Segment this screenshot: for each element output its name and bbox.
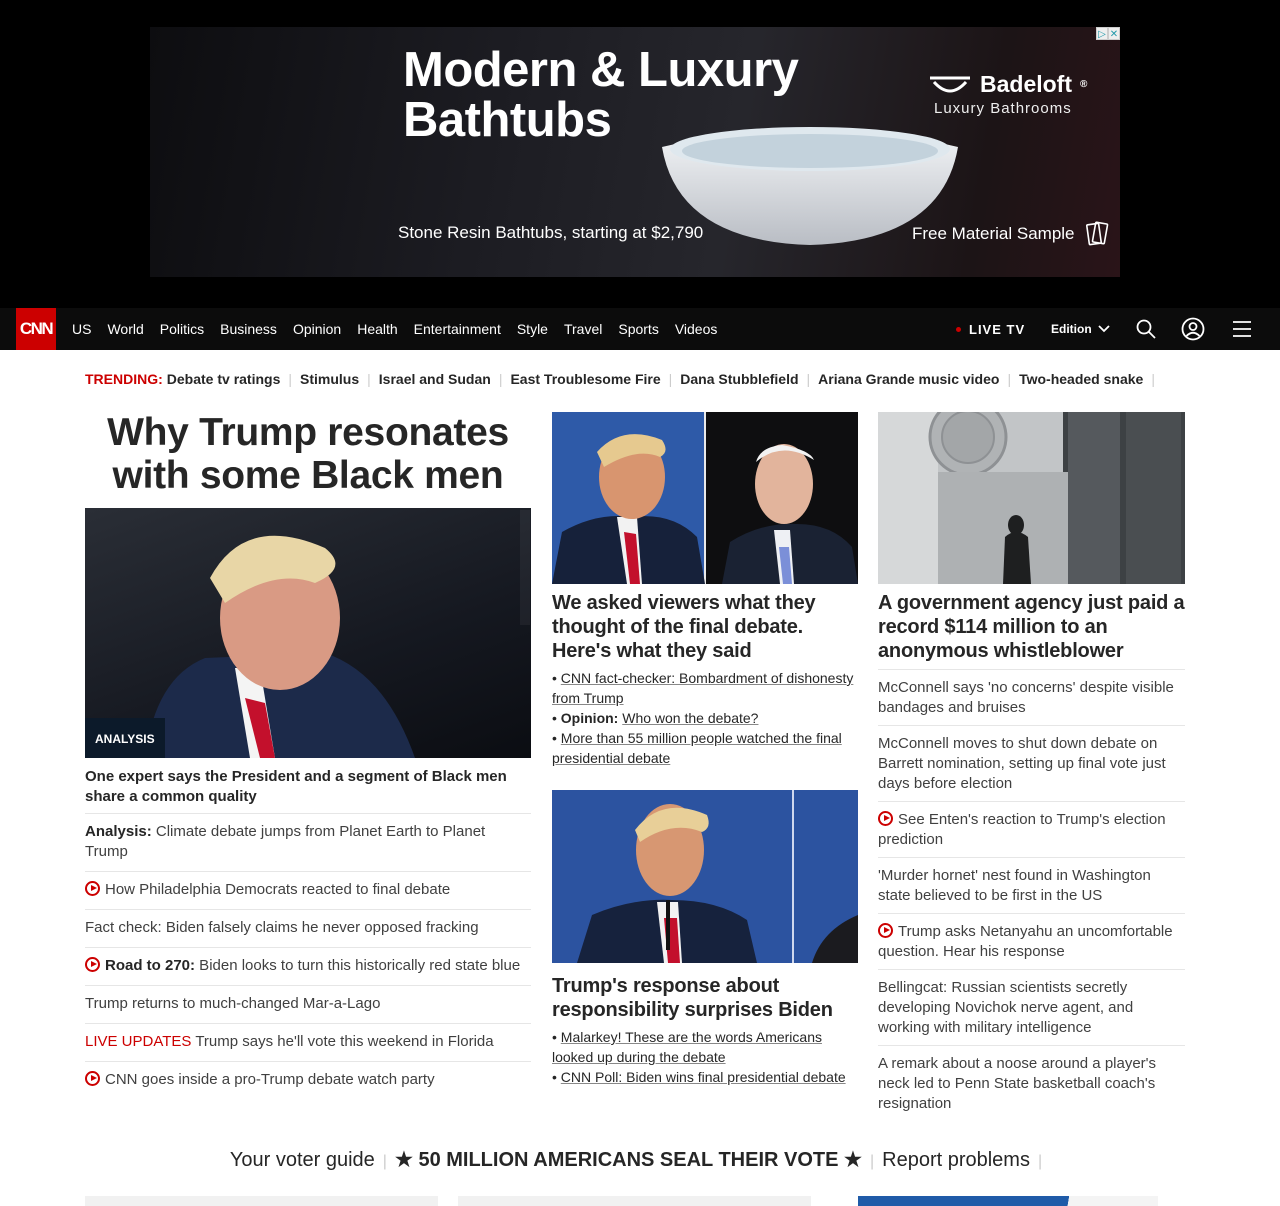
seal-vote-link[interactable]: ★ 50 MILLION AMERICANS SEAL THEIR VOTE ★ (394, 1149, 862, 1171)
trending-item[interactable]: East Troublesome Fire (510, 371, 661, 387)
story-headline[interactable]: Trump's response about responsibility surprises Biden (552, 975, 833, 1021)
item-text: See Enten's reaction to Trump's election prediction (878, 811, 1166, 848)
edition-dropdown[interactable] (1051, 322, 1110, 336)
right-headline-list (878, 669, 1185, 1121)
item-text: A remark about a noose around a player's neck led to Penn State basketball coach's resignation (878, 1055, 1157, 1112)
main-nav (0, 308, 1280, 350)
trending-bar (85, 371, 1163, 387)
nav-business[interactable]: Business (220, 321, 277, 337)
item-text: Trump asks Netanyahu an uncomfortable question. Hear his response (878, 923, 1173, 960)
trending-item[interactable]: Debate tv ratings (166, 371, 281, 387)
ad-peek (858, 1196, 1158, 1206)
item-text: Bellingcat: Russian scientists secretly developing Novichok nerve agent, and working with military intelligence (878, 979, 1134, 1036)
hero-image[interactable] (85, 508, 531, 758)
hero-headline[interactable]: Why Trump resonates with some Black men (107, 411, 509, 497)
item-text: Trump says he'll vote this weekend in Florida (191, 1033, 494, 1050)
ad-banner[interactable] (150, 27, 1120, 277)
ad-brand-mark: ® (1080, 79, 1088, 90)
related-link-text: CNN fact-checker: Bombardment of dishonesty from Trump (552, 670, 854, 706)
nav-videos[interactable]: Videos (674, 321, 718, 337)
trump-debate-image[interactable] (552, 790, 858, 963)
list-item[interactable] (878, 1045, 1185, 1121)
play-video-icon (878, 811, 893, 826)
nav-links (72, 308, 717, 350)
related-link[interactable]: • Malarkey! These are the words Americans looked up during the debate (552, 1029, 822, 1065)
trending-item[interactable]: Israel and Sudan (378, 371, 491, 387)
voter-guide-link[interactable]: Your voter guide (229, 1149, 375, 1171)
opinion-label: Opinion: (560, 710, 619, 726)
story-headline[interactable]: A government agency just paid a record $114 million to an anonymous whistleblower (878, 592, 1185, 662)
list-item[interactable] (85, 871, 531, 909)
live-updates-label: LIVE UPDATES (85, 1033, 192, 1050)
item-text: McConnell moves to shut down debate on Barrett nomination, setting up final vote just days before election (878, 735, 1166, 792)
report-problems-link[interactable]: Report problems (882, 1149, 1030, 1171)
photo-credit (520, 510, 530, 625)
ad-headline-line1: Modern & Luxury (403, 43, 799, 97)
chevron-down-icon (1098, 325, 1110, 333)
voter-banner (0, 1147, 1280, 1172)
list-item[interactable] (878, 857, 1185, 913)
play-video-icon (85, 957, 100, 972)
item-text: Biden looks to turn this historically red state blue (195, 957, 521, 974)
item-text: Fact check: Biden falsely claims he never opposed fracking (85, 919, 479, 936)
trend-divider: | (806, 371, 811, 387)
list-item[interactable] (878, 801, 1185, 857)
nav-opinion[interactable]: Opinion (292, 321, 342, 337)
account-icon[interactable] (1181, 317, 1205, 341)
related-link-text: CNN Poll: Biden wins final presidential debate (560, 1069, 846, 1085)
play-video-icon (878, 923, 893, 938)
swatch-icon (1085, 221, 1109, 247)
debate-split-image[interactable] (552, 412, 858, 584)
story-headline[interactable]: We asked viewers what they thought of the final debate. Here's what they said (552, 592, 816, 662)
related-link[interactable]: • CNN Poll: Biden wins final presidential debate (552, 1069, 846, 1085)
live-dot-icon (956, 327, 961, 332)
item-prefix: Analysis: (85, 823, 152, 840)
trending-item[interactable]: Dana Stubblefield (680, 371, 799, 387)
nav-entertainment[interactable]: Entertainment (413, 321, 501, 337)
ad-band (0, 0, 1280, 308)
trend-divider: | (367, 371, 371, 387)
search-icon[interactable] (1134, 317, 1158, 341)
nav-travel[interactable]: Travel (563, 321, 603, 337)
play-video-icon (85, 881, 100, 896)
item-prefix: Road to 270: (105, 957, 196, 974)
left-headline-list (85, 813, 531, 1099)
live-tv-button[interactable] (956, 322, 1025, 337)
item-text: Climate debate jumps from Planet Earth to Planet Trump (85, 823, 486, 860)
list-item[interactable] (85, 1061, 531, 1099)
item-text: Trump returns to much-changed Mar-a-Lago (85, 995, 381, 1012)
nav-health[interactable]: Health (357, 321, 398, 337)
item-text: CNN goes inside a pro-Trump debate watch party (105, 1071, 435, 1088)
ad-brand-name: Badeloft (980, 71, 1072, 97)
ad-headline-line2: Bathtubs (403, 93, 612, 147)
story-related-links (552, 668, 858, 768)
nav-politics[interactable]: Politics (159, 321, 205, 337)
tub-logo-icon (928, 74, 972, 96)
list-item[interactable] (878, 669, 1185, 725)
edition-label: Edition (1051, 322, 1092, 336)
next-card-peek (458, 1196, 811, 1206)
ad-sample-label: Free Material Sample (912, 224, 1075, 243)
related-link[interactable]: • More than 55 million people watched the final presidential debate (552, 730, 842, 766)
ad-brand-sub: Luxury Bathrooms (934, 100, 1072, 117)
list-item[interactable] (85, 1023, 531, 1061)
related-link[interactable]: • CNN fact-checker: Bombardment of dishonesty from Trump (552, 670, 854, 706)
trending-label: TRENDING: (85, 371, 163, 387)
banner-divider: | (382, 1153, 387, 1170)
next-card-peek (85, 1196, 438, 1206)
related-link-text: Who won the debate? (622, 710, 759, 726)
building-photo (878, 412, 1185, 584)
trend-divider: | (1007, 371, 1012, 387)
live-tv-label: LIVE TV (969, 322, 1026, 337)
list-item[interactable] (85, 813, 531, 871)
story-related-links (552, 1027, 858, 1087)
ad-brand (928, 71, 1087, 117)
ad-offer: Stone Resin Bathtubs, starting at $2,790 (398, 223, 704, 242)
ad-choices[interactable] (1096, 27, 1120, 40)
banner-divider: | (1037, 1153, 1043, 1170)
ad-close-icon[interactable]: ✕ (1109, 29, 1119, 40)
related-link[interactable]: • Opinion: Who won the debate? (552, 710, 759, 726)
list-item[interactable] (85, 985, 531, 1023)
list-item[interactable] (878, 913, 1185, 969)
trending-item[interactable]: Two-headed snake (1019, 371, 1144, 387)
related-link-text: More than 55 million people watched the final presidential debate (552, 730, 842, 766)
sec-building-image[interactable] (878, 412, 1185, 584)
list-item[interactable] (878, 725, 1185, 801)
ad-sample-cta[interactable] (912, 221, 1109, 247)
play-video-icon (85, 1071, 100, 1086)
trump-photo (552, 790, 858, 963)
trend-divider: | (288, 371, 293, 387)
trending-item[interactable]: Ariana Grande music video (818, 371, 1000, 387)
trending-item[interactable]: Stimulus (300, 371, 360, 387)
menu-icon[interactable] (1230, 317, 1254, 341)
item-text: 'Murder hornet' nest found in Washington state believed to be first in the US (878, 867, 1151, 904)
list-item[interactable] (878, 969, 1185, 1045)
nav-style[interactable]: Style (516, 321, 548, 337)
nav-world[interactable]: World (107, 321, 144, 337)
cnn-logo[interactable]: CNN (16, 308, 56, 350)
nav-us[interactable]: US (72, 321, 92, 337)
banner-divider: | (869, 1153, 875, 1170)
trend-divider: | (668, 371, 673, 387)
trend-divider: | (498, 371, 503, 387)
ad-info-icon[interactable]: ▷ (1096, 27, 1108, 40)
trend-divider: | (1151, 371, 1155, 387)
nav-sports[interactable]: Sports (618, 321, 659, 337)
analysis-tag: ANALYSIS (85, 718, 165, 758)
list-item[interactable] (85, 909, 531, 947)
list-item[interactable] (85, 947, 531, 985)
related-link-text: Malarkey! These are the words Americans looked up during the debate (552, 1029, 822, 1065)
hero-caption[interactable]: One expert says the President and a segment of Black men share a common quality (85, 768, 507, 805)
item-text: McConnell says 'no concerns' despite visible bandages and bruises (878, 679, 1174, 716)
item-text: How Philadelphia Democrats reacted to final debate (105, 881, 451, 898)
debate-photo (552, 412, 858, 584)
